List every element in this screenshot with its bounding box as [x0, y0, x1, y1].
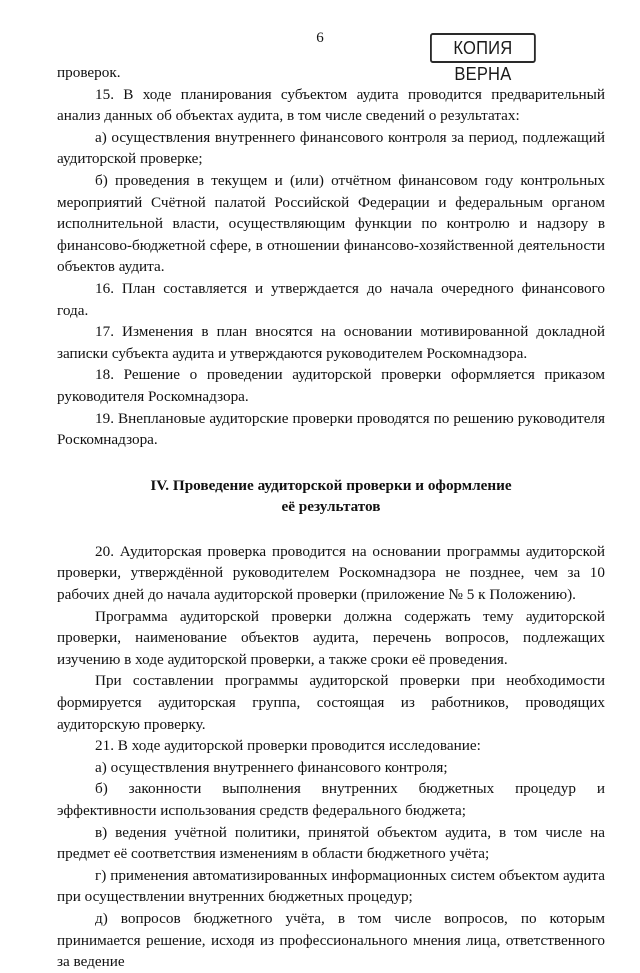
page-number: 6: [316, 30, 324, 46]
paragraph-15b: б) проведения в текущем и (или) отчётном финансовом году контрольных мероприятий Счётной палатой Российской Федерации и федеральным органом исполнительной власти, осуществляющим функции по контролю и надзору в финансово-бюджетной сфере, в отношении финансово-хозяйственной деятельности объектов аудита.: [57, 171, 605, 276]
paragraph-20: 20. Аудиторская проверка проводится на основании программы аудиторской проверки, утверждённой руководителем Роскомнадзора не позднее, чем за 10 рабочих дней до начала аудиторской проверки (приложение № 5 к Положению).: [57, 542, 605, 604]
copy-certified-stamp: КОПИЯ ВЕРНА: [430, 33, 536, 63]
section-heading-line-1: IV. Проведение аудиторской проверки и оформление: [150, 476, 512, 494]
paragraph-15: 15. В ходе планирования субъектом аудита проводится предварительный анализ данных об объектах аудита, в том числе сведений о результатах:: [57, 85, 605, 125]
paragraph-continuation: проверок.: [57, 64, 121, 81]
paragraph-18: 18. Решение о проведении аудиторской проверки оформляется приказом руководителя Роскомнадзора.: [57, 366, 605, 405]
paragraph-21e: д) вопросов бюджетного учёта, в том числе вопросов, по которым принимается решение, исходя из профессионального мнения лица, ответственного за ведение: [57, 909, 605, 971]
document-body: [57, 62, 605, 973]
spacer: [57, 451, 605, 475]
paragraph-program-content: Программа аудиторской проверки должна содержать тему аудиторской проверки, наименование объектов аудита, перечень вопросов, подлежащих изучению в ходе аудиторской проверки, а также сроки её проведения.: [57, 607, 605, 668]
paragraph-audit-group: При составлении программы аудиторской проверки при необходимости формируется аудиторская группа, состоящая из работников, проводящих аудиторскую проверку.: [57, 672, 605, 733]
section-heading-line-2: её результатов: [281, 498, 381, 516]
paragraph-17: 17. Изменения в план вносятся на основании мотивированной докладной записки субъекта аудита и утверждаются руководителем Роскомнадзора.: [57, 323, 605, 362]
paragraph-21c: в) ведения учётной политики, принятой объектом аудита, в том числе на предмет её соответствия изменениям в области бюджетного учёта;: [57, 823, 605, 863]
paragraph-21a: а) осуществления внутреннего финансового контроля;: [95, 758, 448, 776]
paragraph-21: 21. В ходе аудиторской проверки проводится исследование:: [95, 737, 481, 755]
paragraph-21b: б) законности выполнения внутренних бюджетных процедур и эффективности использования средств федерального бюджета;: [57, 780, 605, 819]
paragraph-15a: а) осуществления внутреннего финансового контроля за период, подлежащий аудиторской проверке;: [57, 128, 605, 168]
paragraph-19: 19. Внеплановые аудиторские проверки проводятся по решению руководителя Роскомнадзора.: [57, 409, 605, 449]
paragraph-21d: г) применения автоматизированных информационных систем объектом аудита при осуществлении внутренних бюджетных процедур;: [57, 866, 605, 906]
spacer: [57, 518, 605, 541]
paragraph-16: 16. План составляется и утверждается до начала очередного финансового года.: [57, 279, 605, 319]
